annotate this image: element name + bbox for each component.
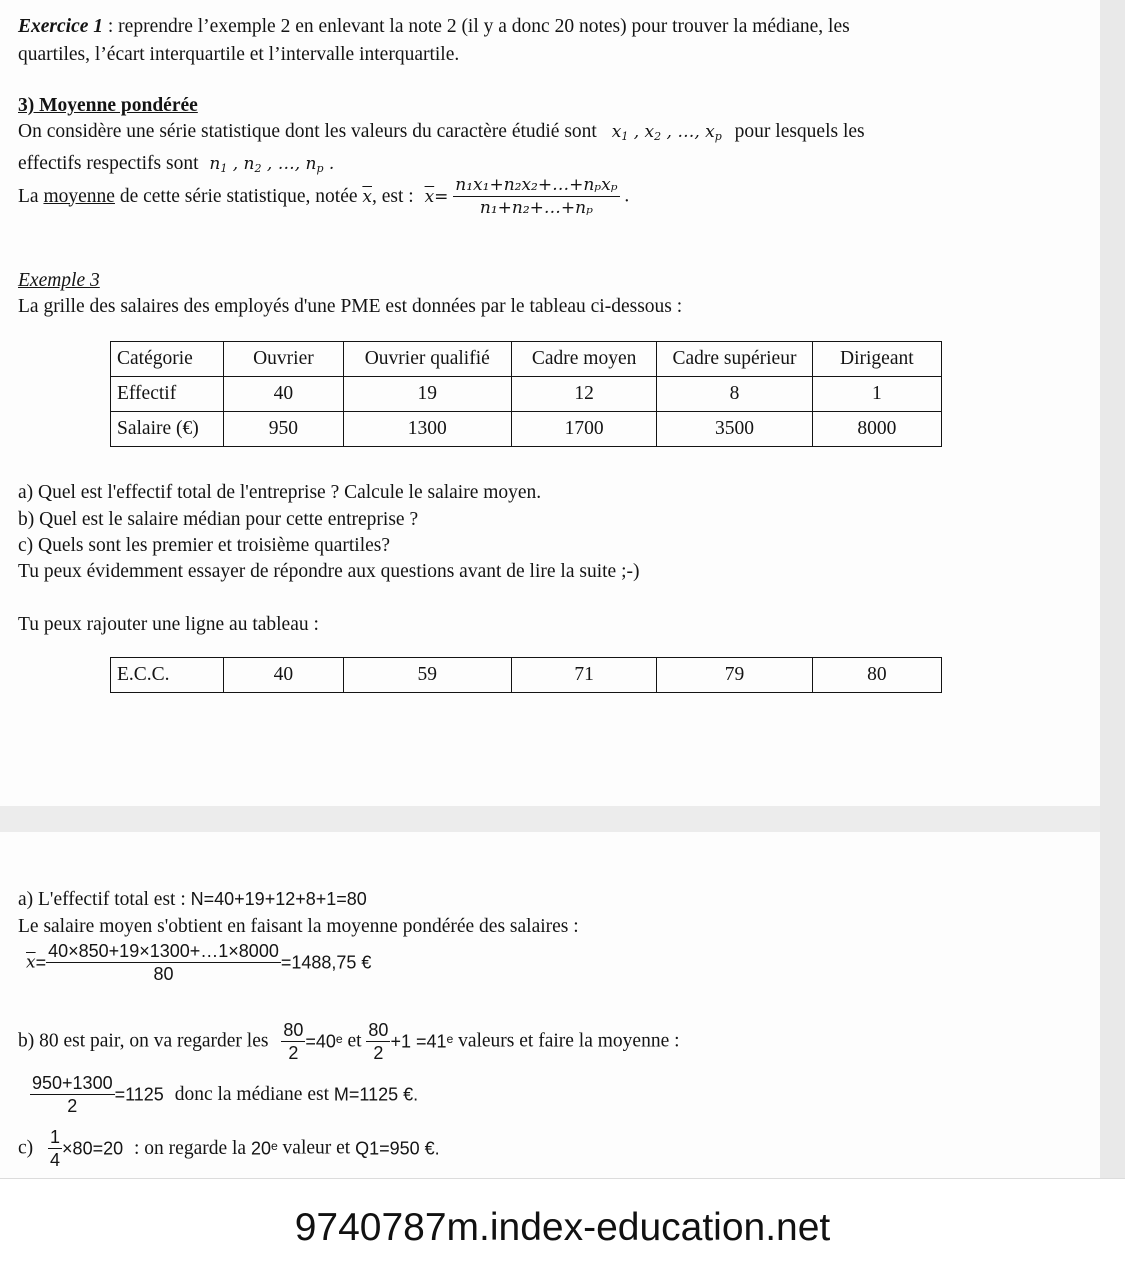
table-cell: Ouvrier qualifié [343, 342, 511, 377]
source-url-caption: 9740787m.index-education.net [294, 1206, 831, 1249]
exercise-line-2: quartiles, l’écart interquartile et l’intervalle interquartile. [18, 44, 460, 65]
table-cell: Cadre supérieur [657, 342, 812, 377]
hint-text: Tu peux évidemment essayer de répondre aux questions avant de lire la suite ;-) [18, 561, 640, 582]
section-title: 3) Moyenne pondérée [18, 95, 198, 116]
table-cell: Salaire (€) [111, 412, 224, 447]
question-a: a) Quel est l'effectif total de l'entreprise ? Calcule le salaire moyen. [18, 482, 542, 503]
table-cell: 19 [343, 377, 511, 412]
table-cell: 8 [657, 377, 812, 412]
solution-b: b) 80 est pair, on va regarder les $\frac{80}{2}$ =40ᵉ et $\frac{80}{2}$ +1 =41ᵉ valeurs et faire la moyenne : [18, 1020, 680, 1063]
table-cell: 950 [224, 412, 343, 447]
solution-mean-text: Le salaire moyen s'obtient en faisant la moyenne pondérée des salaires : [18, 916, 579, 937]
question-b: b) Quel est le salaire médian pour cette entreprise ? [18, 509, 419, 530]
exercise-label: Exercice 1 [18, 16, 104, 37]
table-cell: Effectif [111, 377, 224, 412]
table-cell: Catégorie [111, 342, 224, 377]
definition-line-2: effectifs respectifs sont $n_1$ , $n_2$ , …, $n_p$ . [18, 153, 335, 175]
table-cell: 1700 [511, 412, 656, 447]
solution-c: c) $\frac{1}{4}$ ×80=20 : on regarde la 20ᵉ valeur et Q1=950 €. [18, 1127, 440, 1170]
example-title: Exemple 3 [18, 270, 100, 291]
table-cell: 40 [224, 658, 343, 693]
solution-mean-formula: $\overline{x}=$ $\frac{40\times 850+19\times 1300+\dots 1\times 8000}{80}$ =1488,75 € [26, 941, 372, 984]
table-row-salaire [111, 412, 942, 447]
table-cell: 59 [343, 658, 511, 693]
table-cell: 1 [812, 377, 941, 412]
salary-table [110, 341, 942, 447]
solution-a: a) L'effectif total est : N=40+19+12+8+1=80 [18, 889, 367, 910]
example-intro: La grille des salaires des employés d'une PME est données par le tableau ci-dessous : [18, 296, 683, 317]
table-cell: 3500 [657, 412, 812, 447]
table-header-row [111, 342, 942, 377]
table-cell: 8000 [812, 412, 941, 447]
table-cell: 79 [657, 658, 812, 693]
table-cell: 80 [812, 658, 941, 693]
ecc-table [110, 657, 942, 693]
table-cell: E.C.C. [111, 658, 224, 693]
table-cell: 40 [224, 377, 343, 412]
table-cell: 12 [511, 377, 656, 412]
viewer-scroll-gutter [1100, 0, 1125, 1178]
exercise-line-1: Exercice 1 : reprendre l’exemple 2 en enlevant la note 2 (il y a donc 20 notes) pour trouver la médiane, les [18, 16, 850, 37]
table-cell: 1300 [343, 412, 511, 447]
table-cell: Dirigeant [812, 342, 941, 377]
table-row-ecc [111, 658, 942, 693]
table-row-effectif [111, 377, 942, 412]
table-cell: Cadre moyen [511, 342, 656, 377]
table-cell: 71 [511, 658, 656, 693]
definition-line-1: On considère une série statistique dont les valeurs du caractère étudié sont $x_1$ , $x_2$ , …, $x_p$ pour lesquels les [18, 121, 865, 143]
table-cell: Ouvrier [224, 342, 343, 377]
mean-definition: La moyenne de cette série statistique, notée $\overline{x}$, est : $\overline{x}=$ $\frac{\text{n₁x₁+n₂x₂+…+nₚxₚ}}{\text{n₁+n₂+…+nₚ}}$ . [18, 175, 630, 218]
question-c: c) Quels sont les premier et troisième quartiles? [18, 535, 391, 556]
weighted-mean-formula: $\frac{\text{n₁x₁+n₂x₂+…+nₚxₚ}}{\text{n₁+n₂+…+nₚ}}$ [455, 175, 618, 218]
document-page-2 [0, 832, 1100, 1178]
add-row-text: Tu peux rajouter une ligne au tableau : [18, 614, 319, 635]
solution-median: $\frac{950+1300}{2}$ =1125 donc la médiane est M=1125 €. [32, 1073, 419, 1116]
